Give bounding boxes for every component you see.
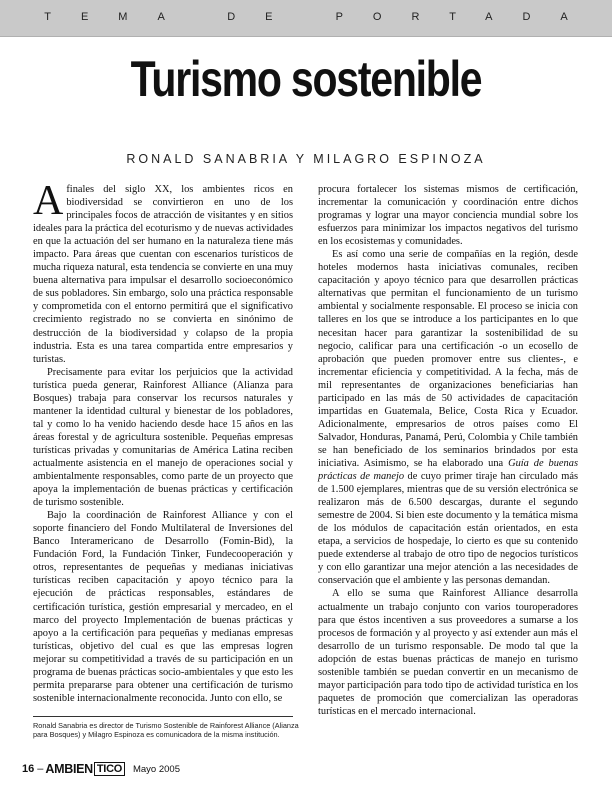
magazine-logo bbox=[45, 762, 125, 776]
logo-box-text: TICO bbox=[94, 762, 125, 776]
page-footer bbox=[22, 761, 180, 777]
issue-date: Mayo 2005 bbox=[132, 763, 180, 775]
paragraph bbox=[33, 178, 293, 366]
footnote-divider bbox=[33, 716, 293, 717]
footer-dash: – bbox=[37, 763, 44, 775]
logo-text: AMBIEN bbox=[45, 762, 93, 776]
section-label: TEMA DE PORTADA bbox=[44, 11, 598, 23]
article-column-left bbox=[33, 178, 293, 705]
paragraph: A ello se suma que Rainforest Alliance desarrolla actualmente un trabajo conjunto con varios touroperadores para que éstos incentiven a sus proveedores a sumarse a los procesos de formación y al proyecto y así extender aun más el desarrollo de un turismo responsable. De modo tal que la adopción de estas buenas prácticas de manejo en turismo sostenible también se puedan convertir en un mecanismo de mayor participación para todo tipo de actividad turística en los paquetes de promoción que comercializan las operadoras turísticas en el mercado internacional. bbox=[318, 588, 578, 717]
article-title: Turismo sostenible bbox=[130, 51, 482, 107]
paragraph-text: finales del siglo XX, los ambientes ricos en biodiversidad se convirtieron en uno de los principales focos de atracción de visitantes y en sitios ideales para la práctica del ecoturismo y de nuevas actividades en que la actuación del ser humano en la naturaleza tiene más impacto. Para áreas que cuentan con escenarios turísticos de mucha riqueza natural, esta tendencia se convierte en una muy buena alternativa para impulsar el desarrollo socioeconómico de sus pobladores. Sin embargo, solo una práctica responsable y comprometida con el entorno permitirá que el significativo crecimiento registrado no se convierta en sinónimo de destrucción de la biodiversidad y colapso de la propia industria. Esta es una tarea compartida entre empresarios y turistas. bbox=[33, 184, 293, 365]
page-number: 16 bbox=[22, 763, 35, 775]
article-authors: RONALD SANABRIA Y MILAGRO ESPINOZA bbox=[126, 152, 486, 166]
article-column-right bbox=[318, 183, 578, 718]
guide-title: Guía de buenas prácticas de manejo bbox=[318, 457, 578, 483]
paragraph: Precisamente para evitar los perjuicios que la actividad turística pueda generar, Rainforest Alliance (Alianza para Bosques) trabaja para conservar los recursos naturales y mantener la identidad cultural y bienestar de los pobladores, tal y como lo ha venido haciendo desde hace 15 años en las áreas forestal y de agricultura sostenible. Pequeñas empresas turísticas privadas y comunitarias de América Latina reciben actualmente asistencia en el manejo de operaciones social y ambientalmente responsables, como parte de un proyecto que apoya la implementación de buenas prácticas y certificación de turismo sostenible. bbox=[33, 366, 293, 509]
author-footnote: Ronald Sanabria es director de Turismo Sostenible de Rainforest Alliance (Alianza para Bosques) y Milagro Espinoza es comunicadora de la misma institución. bbox=[33, 721, 299, 740]
paragraph: procura fortalecer los sistemas mismos de certificación, incrementar la comunicación y coordinación entre dichos programas y lograr una mayor conciencia mundial sobre los esfuerzos para minimizar los impactos negativos del turismo en los ecosistemas y comunidades. bbox=[318, 184, 578, 248]
drop-cap: A bbox=[33, 178, 64, 224]
paragraph bbox=[318, 248, 578, 587]
paragraph: Bajo la coordinación de Rainforest Alliance y con el soporte financiero del Fondo Multilateral de Inversiones del Banco Interamericano de Desarrollo (Fomin-Bid), la Fundación Ford, la Fundación Tinker, Fundecooperación y otros, representantes de pequeñas y medianas iniciativas turísticas reciben capacitación y apoyo técnico para la ejecución de prácticas responsables, estándares de certificación turística, gestión empresarial y mercadeo, en el marco del proyecto Implementación de buenas prácticas y apoyo a la certificación para pequeñas y medianas empresas turísticas, objetivo del cual es que las empresas logren mejorar su competitividad a través de su participación en un programa de buenas prácticas socio-ambientales y que esto les permita prepararse para obtener una certificación de turismo sostenible internacionalmente reconocida. Junto con ello, se bbox=[33, 510, 293, 704]
paragraph-text: de cuyo primer tiraje han circulado más de 1.500 ejemplares, mientras que de su versión electrónica se realizaron más de 6.500 descargas, durante el segundo semestre de 2004. Si bien este documento y la temática misma de los módulos de capacitación están orientados, en esta etapa, a servicios de hospedaje, lo cierto es que su contenido puede extenderse al trabajo de otro tipo de negocios turísticos y con ello garantizar una mejor atención a las necesidades de conservación que el ambiente y las personas demandan. bbox=[318, 471, 578, 587]
paragraph-text: Es así como una serie de compañías en la región, desde hoteles modernos hasta iniciativas comunales, reciben capacitación y apoyo técnico para que desarrollen prácticas alternativas que permitan el funcionamiento de un turismo ambiental y socialmente responsable. El proceso se inicia con talleres en los que se introduce a los participantes en lo que necesitan hacer para garantizar la sostenibilidad de su negocio, calificar para una certificación -o un ecosello de aprobación que pueden promover entre sus clientes-, e incrementar eficiencia y competitividad. A la fecha, más de mil representantes de organizaciones beneficiarias han participado en las más de 50 actividades de capacitación impartidas en Guatemala, Belice, Costa Rica y Ecuador. Adicionalmente, empresarios de otros países como El Salvador, Honduras, Panamá, Perú, Colombia y Chile también se han beneficiado de los seminarios brindados por esta iniciativa. Asimismo, se ha elaborado una bbox=[318, 249, 578, 469]
